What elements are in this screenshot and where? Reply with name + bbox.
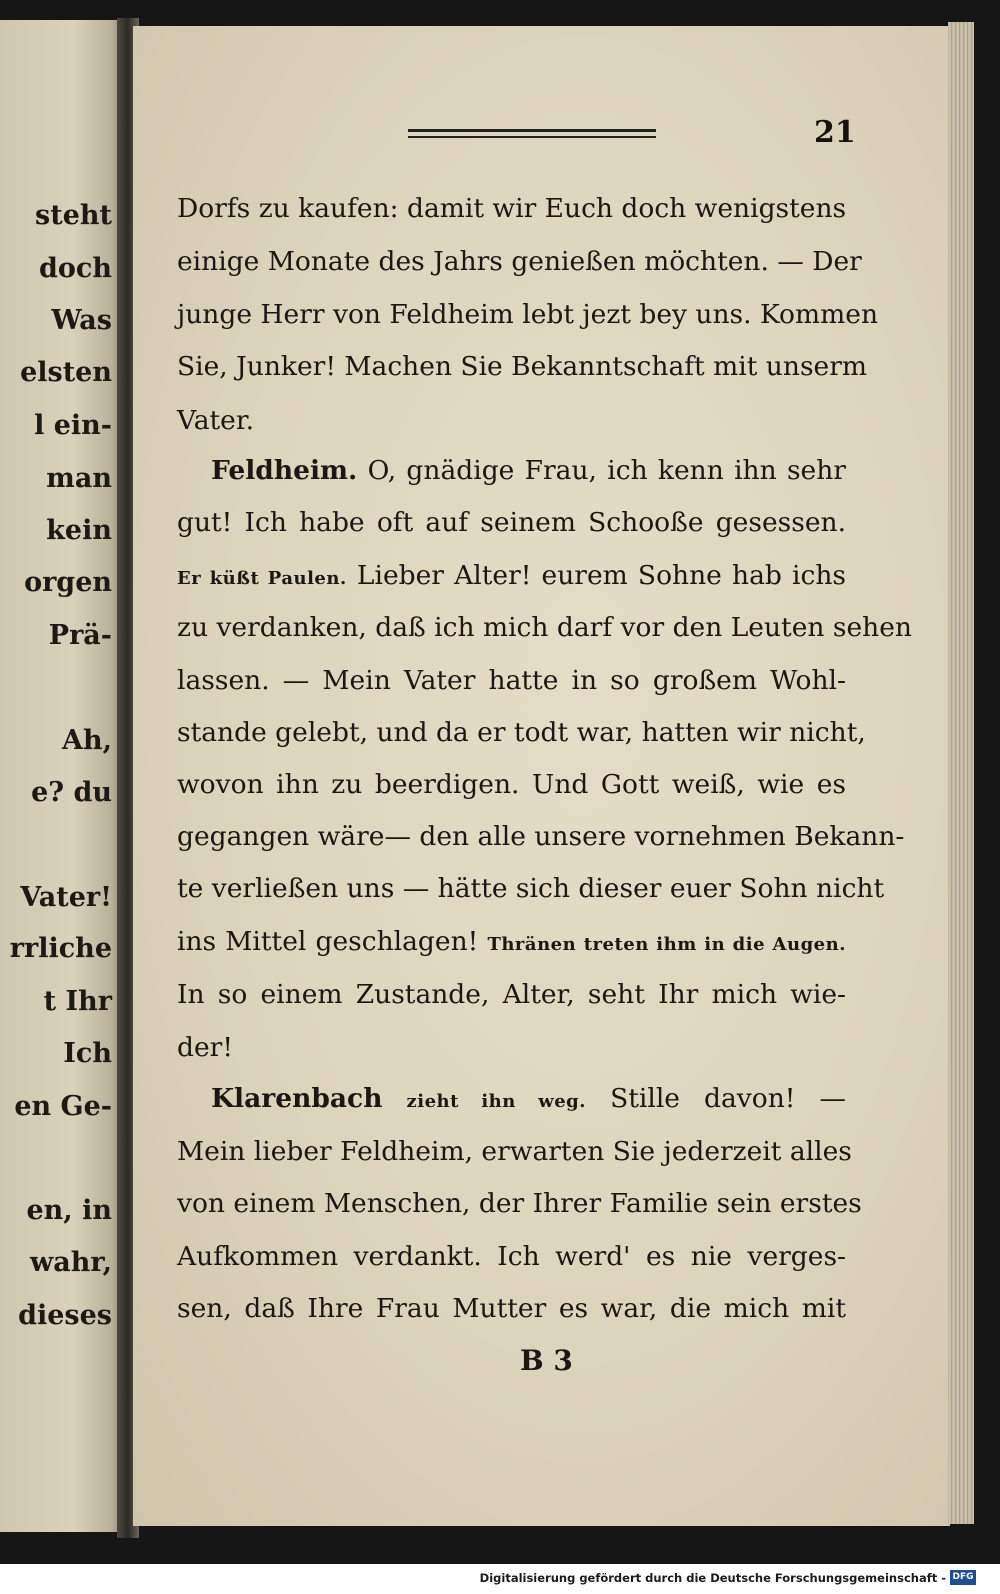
left-page-line: elsten [20,357,112,388]
stage-direction: Thränen treten ihm in die Augen. [487,934,846,955]
speech-line [211,1083,846,1114]
speech-line [177,926,846,957]
left-page-line: doch [39,253,112,284]
left-page-line: e? du [31,777,112,808]
text-line: Mein lieber Feldheim, erwarten Sie jederzeit alles [177,1136,852,1167]
text-line: gegangen wäre— den alle unsere vornehmen Bekann- [177,821,905,852]
signature-mark: B 3 [520,1344,573,1377]
text-line: lassen. — Mein Vater hatte in so großem Wohl- [177,665,846,696]
left-page-line: rrliche [9,933,112,964]
text-line: Vater. [177,405,255,436]
page-edges [948,22,974,1524]
header-rule [408,136,656,138]
dfg-logo-icon: DFG [950,1570,976,1585]
left-page-line: Vater! [20,882,112,913]
text-line: te verließen uns — hätte sich dieser euer Sohn nicht [177,873,885,904]
digitization-footer [0,1564,1000,1594]
text-line: stande gelebt, und da er todt war, hatten wir nicht, [177,717,866,748]
header-rule [408,129,656,132]
text-line: In so einem Zustande, Alter, seht Ihr mich wie- [177,979,846,1010]
left-page-line: Ah, [62,725,112,756]
left-page-line: Ich [63,1038,112,1069]
stage-direction: zieht ihn weg. [406,1091,587,1112]
left-page-line: en Ge- [14,1091,112,1122]
text-line: junge Herr von Feldheim lebt jezt bey uns. Kommen [177,299,879,330]
stage-direction: Er küßt Paulen. [177,568,347,589]
speech-line [211,455,846,486]
left-page-line: man [46,463,112,494]
left-page-line: t Ihr [43,986,112,1017]
left-page-line: kein [46,515,112,546]
page-number: 21 [814,115,856,150]
speech-text: ins Mittel geschlagen! [177,926,479,957]
speech-text: O, gnädige Frau, ich kenn ihn sehr [367,455,846,486]
left-page-line: Prä- [48,620,112,651]
left-page-line: l ein- [34,410,112,441]
left-page [0,20,122,1532]
text-line: von einem Menschen, der Ihrer Familie sein erstes [177,1188,862,1219]
speaker-name: Klarenbach [211,1083,383,1114]
footer-credit: Digitalisierung gefördert durch die Deutsche Forschungsgemeinschaft - [479,1571,946,1585]
left-page-line: en, in [26,1195,112,1226]
text-line: zu verdanken, daß ich mich darf vor den Leuten sehen [177,612,912,643]
left-page-line: steht [35,200,112,231]
text-line: der! [177,1032,233,1063]
speech-text: Lieber Alter! eurem Sohne hab ichs [356,560,846,591]
text-line: wovon ihn zu beerdigen. Und Gott weiß, wie es [177,769,846,800]
text-line: Aufkommen verdankt. Ich werd' es nie verges- [177,1241,846,1272]
left-page-line: dieses [18,1300,112,1331]
text-line: Sie, Junker! Machen Sie Bekanntschaft mit unserm [177,351,868,382]
speaker-name: Feldheim. [211,455,358,486]
left-page-line: wahr, [29,1247,112,1278]
left-page-line: Was [51,305,112,336]
speech-text: Stille davon! — [610,1083,846,1114]
text-line: einige Monate des Jahrs genießen möchten. — Der [177,246,862,277]
text-line: sen, daß Ihre Frau Mutter es war, die mich mit [177,1293,846,1324]
text-line: Dorfs zu kaufen: damit wir Euch doch wenigstens [177,193,847,224]
speech-line [177,560,846,591]
text-line: gut! Ich habe oft auf seinem Schooße gesessen. [177,507,846,538]
left-page-line: orgen [24,567,112,598]
